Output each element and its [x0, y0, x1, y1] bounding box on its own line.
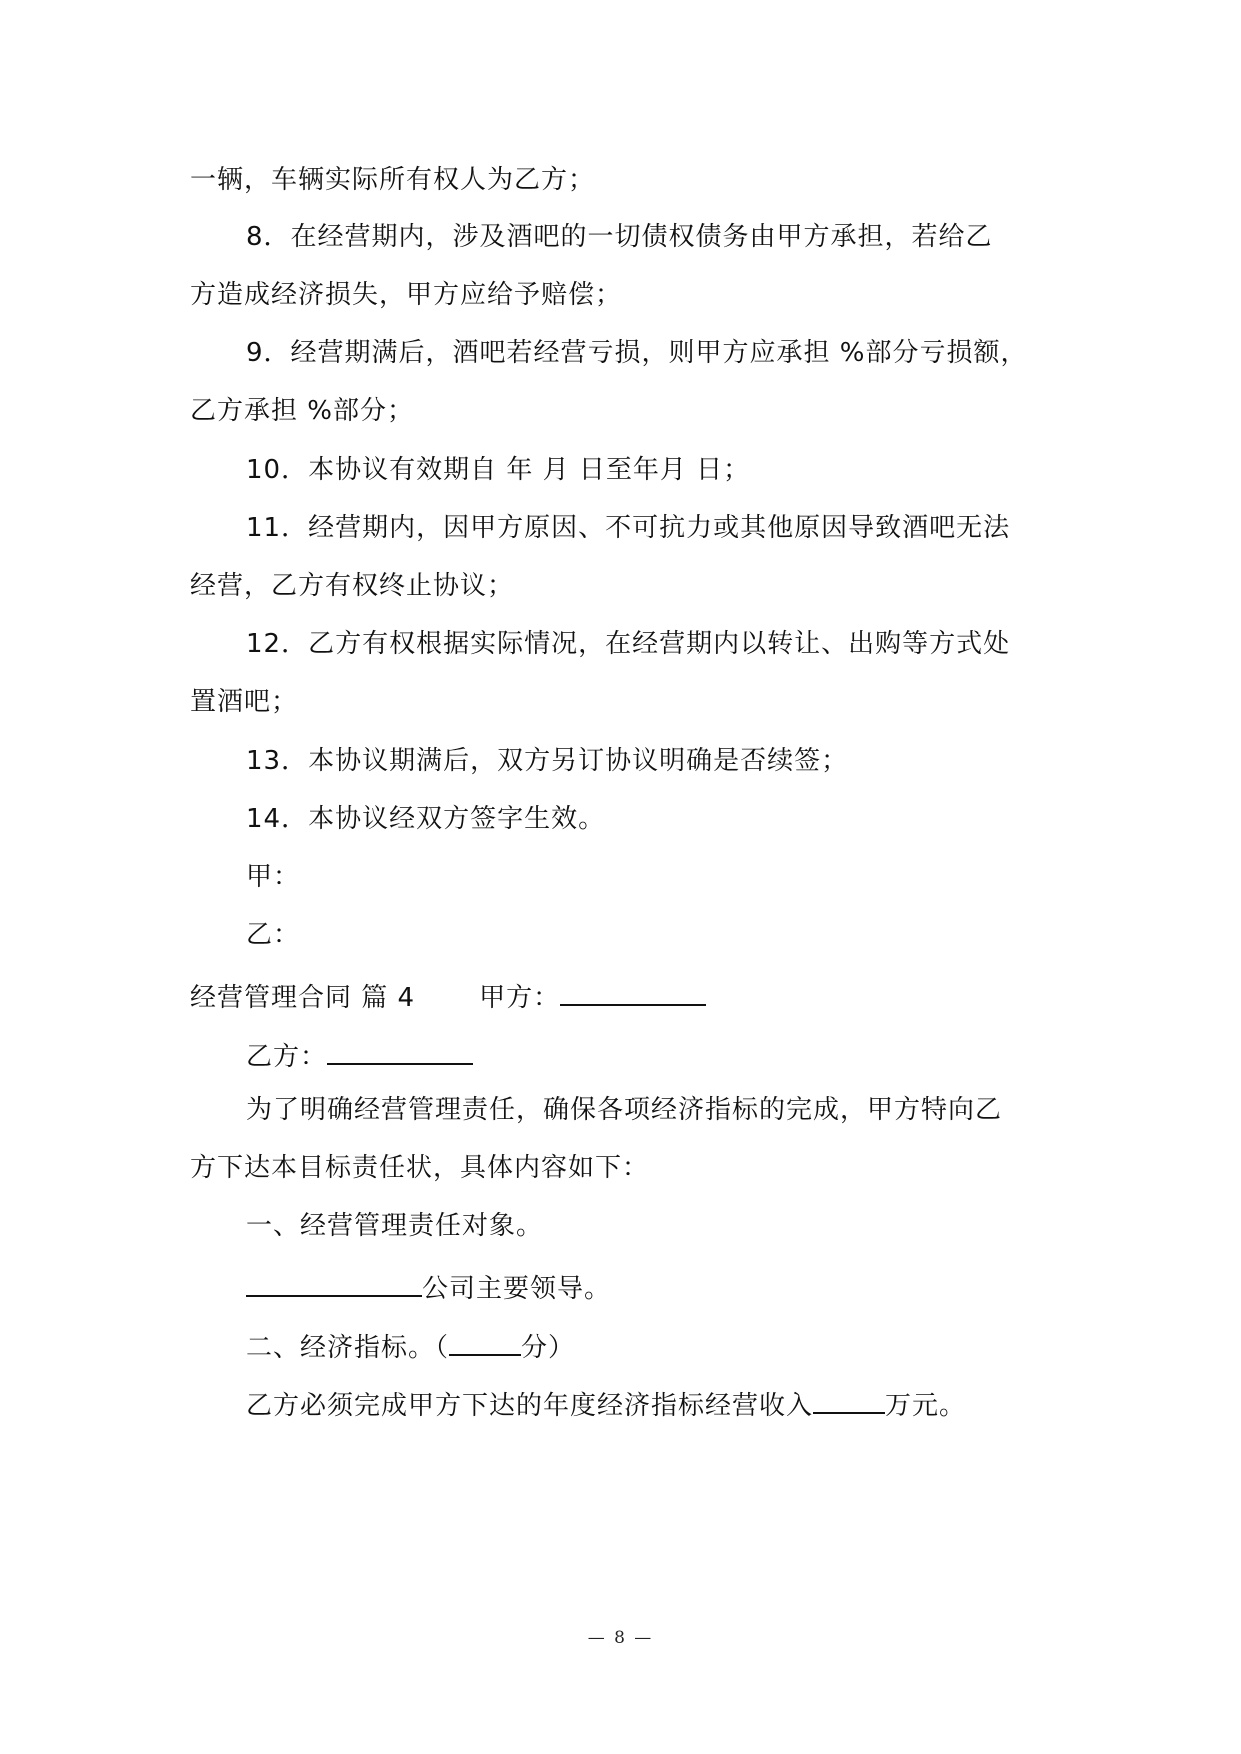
party-b-label: 乙方： [246, 1042, 328, 1072]
intro-paragraph: 为了明确经营管理责任，确保各项经济指标的完成，甲方特向乙 [246, 1095, 1003, 1125]
clause-8: 8．在经营期内，涉及酒吧的一切债权债务由甲方承担，若给乙 [246, 222, 993, 252]
text-line: 一辆，车辆实际所有权人为乙方； [190, 165, 596, 195]
section-two-suffix: 分） [521, 1333, 576, 1363]
revenue-target-line [246, 1386, 966, 1421]
clause-13: 13．本协议期满后，双方另订协议明确是否续签； [246, 746, 849, 776]
clause-14: 14．本协议经双方签字生效。 [246, 804, 606, 834]
section-one-heading: 一、经营管理责任对象。 [246, 1211, 544, 1241]
party-b-line [246, 1037, 473, 1072]
clause-11: 11．经营期内，因甲方原因、不可抗力或其他原因导致酒吧无法 [246, 513, 1011, 543]
signature-party-a: 甲： [246, 862, 301, 892]
text-line: 经营，乙方有权终止协议； [190, 571, 515, 601]
revenue-blank [813, 1386, 885, 1414]
responsibility-target-text: 公司主要领导。 [422, 1274, 612, 1304]
text-line: 乙方承担 %部分； [190, 396, 414, 426]
score-blank [449, 1328, 521, 1356]
company-name-blank [246, 1269, 422, 1297]
responsibility-target-line [246, 1269, 611, 1304]
page-number: — 8 — [587, 1628, 654, 1648]
text-line: 方下达本目标责任状，具体内容如下： [190, 1153, 650, 1183]
contract-title: 经营管理合同 篇 4 [190, 983, 416, 1013]
party-a-label: 甲方： [479, 983, 561, 1013]
section-two-label: 二、经济指标。（ [246, 1333, 450, 1363]
text-line: 置酒吧； [190, 687, 299, 717]
clause-12: 12．乙方有权根据实际情况，在经营期内以转让、出购等方式处 [246, 629, 1011, 659]
clause-9: 9．经营期满后，酒吧若经营亏损，则甲方应承担 %部分亏损额， [246, 338, 1028, 368]
party-b-blank [327, 1037, 473, 1065]
section-two-heading [246, 1328, 575, 1363]
text-line: 方造成经济损失，甲方应给予赔偿； [190, 280, 623, 310]
clause-10: 10．本协议有效期自 年 月 日至年月 日； [246, 455, 751, 485]
signature-party-b: 乙： [246, 920, 301, 950]
revenue-unit: 万元。 [885, 1391, 967, 1421]
contract-heading-line [190, 978, 706, 1013]
party-a-blank [560, 978, 706, 1006]
revenue-target-text: 乙方必须完成甲方下达的年度经济指标经营收入 [246, 1391, 814, 1421]
